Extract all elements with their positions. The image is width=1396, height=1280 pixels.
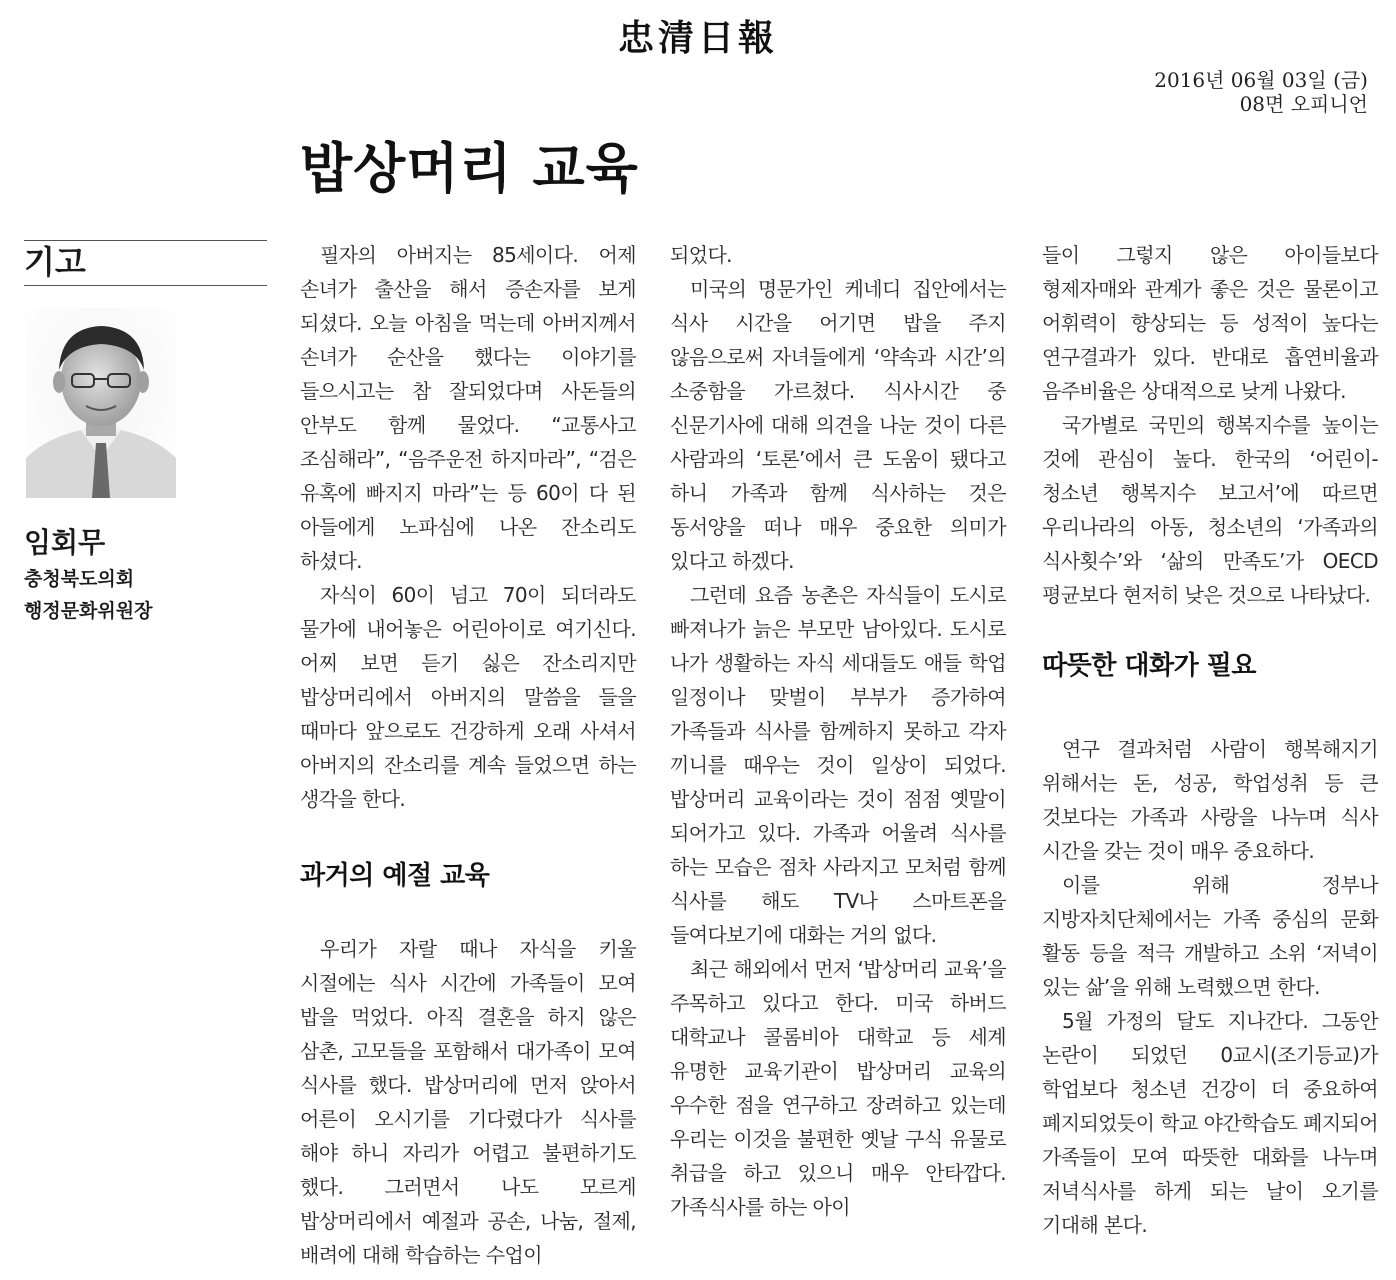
author-portrait-icon — [26, 308, 176, 498]
article-column-2 — [670, 238, 1006, 1224]
body-paragraph: 5월 가정의 달도 지나간다. 그동안 논란이 되었던 0교시(조기등교)가 학업보다 청소년 건강이 더 중요하여 폐지되었듯이 학교 야간학습도 폐지되어 가족들이 모여 따뜻한 대화를 나누며 저녁식사를 하게 되는 날이 오기를 기대해 본다. — [1042, 1009, 1378, 1237]
column-type-label: 기고 — [24, 243, 86, 281]
sidebar-bottom-rule — [24, 285, 267, 286]
body-paragraph: 미국의 명문가인 케네디 집안에서는 식사 시간을 어기면 밥을 주지 않음으로써 자녀들에게 ‘약속과 시간’의 소중함을 가르쳤다. 식사시간 중 신문기사에 대해 의견을 나눈 것이 다른 사람과의 ‘토론’에서 큰 도움이 됐다고 하니 가족과 함께 식사하는 것은 동서양을 떠나 매우 중요한 의미가 있다고 하겠다. — [670, 277, 1006, 573]
body-paragraph: 그런데 요즘 농촌은 자식들이 도시로 빠져나가 늙은 부모만 남아있다. 도시로 나가 생활하는 자식 세대들도 애들 학업 일정이나 맞벌이 부부가 증가하여 가족들과 식사를 함께하지 못하고 각자 끼니를 때우는 것이 일상이 되었다. 밥상머리 교육이라는 것이 점점 옛말이 되어가고 있다. 가족과 어울려 식사를 하는 모습은 점차 사라지고 모처럼 함께 식사를 해도 TV나 스마트폰을 들여다보기에 대화는 거의 없다. — [670, 583, 1006, 947]
article-column-1 — [300, 238, 636, 1272]
article-headline: 밥상머리 교육 — [300, 137, 639, 200]
body-paragraph: 이를 위해 정부나 지방자치단체에서는 가족 중심의 문화 활동 등을 적극 개발하고 소위 ‘저녁이 있는 삶’을 위해 노력했으면 한다. — [1042, 873, 1378, 999]
page-section: 08면 오피니언 — [1239, 92, 1368, 116]
body-paragraph: 필자의 아버지는 85세이다. 어제 손녀가 출산을 해서 증손자를 보게 되셨다. 오늘 아침을 먹는데 아버지께서 손녀가 순산을 했다는 이야기를 들으시고는 참 잘되었다며 사돈들의 안부도 함께 물었다. “교통사고 조심해라”, “음주운전 하지마라”, “검은 유혹에 빠지지 마라”는 등 60이 다 된 아들에게 노파심에 나온 잔소리도 하셨다. — [300, 243, 636, 573]
newspaper-masthead: 忠清日報 — [617, 18, 778, 59]
author-affiliation: 충청북도의회 — [24, 568, 135, 590]
author-name: 임회무 — [24, 526, 106, 559]
body-paragraph-continued: 되었다. — [670, 243, 732, 267]
body-paragraph: 연구 결과처럼 사람이 행복해지기 위해서는 돈, 성공, 학업성취 등 큰 것보다는 가족과 사랑을 나누며 식사 시간을 갖는 것이 매우 중요하다. — [1042, 737, 1378, 863]
body-paragraph-continued: 들이 그렇지 않은 아이들보다 형제자매와 관계가 좋은 것은 물론이고 어휘력이 향상되는 등 성적이 높다는 연구결과가 있다. 반대로 흡연비율과 음주비율은 상대적으로 낮게 나왔다. — [1042, 243, 1378, 403]
subheading: 과거의 예절 교육 — [300, 861, 490, 891]
subheading: 따뜻한 대화가 필요 — [1042, 651, 1257, 681]
body-paragraph: 우리가 자랄 때나 자식을 키울 시절에는 식사 시간에 가족들이 모여 밥을 먹었다. 아직 결혼을 하지 않은 삼촌, 고모들을 포함해서 대가족이 모여 식사를 했다. 밥상머리에 먼저 앉아서 어른이 오시기를 기다렸다가 식사를 해야 하니 자리가 어렵고 불편하기도 했다. 그러면서 나도 모르게 밥상머리에서 예절과 공손, 나눔, 절제, 배려에 대해 학습하는 수업이 — [300, 937, 636, 1267]
dateline — [1154, 68, 1368, 116]
publication-date: 2016년 06월 03일 (금) — [1154, 68, 1368, 92]
body-paragraph: 국가별로 국민의 행복지수를 높이는 것에 관심이 높다. 한국의 ‘어린이-청소년 행복지수 보고서’에 따르면 우리나라의 아동, 청소년의 ‘가족과의 식사횟수’와 ‘삶의 만족도’가 OECD 평균보다 현저히 낮은 것으로 나타났다. — [1042, 413, 1378, 607]
article-column-3 — [1042, 238, 1378, 1242]
author-position: 행정문화위원장 — [24, 600, 153, 622]
body-paragraph: 자식이 60이 넘고 70이 되더라도 물가에 내어놓은 어린아이로 여기신다. 어찌 보면 듣기 싫은 잔소리지만 밥상머리에서 아버지의 말씀을 들을 때마다 앞으로도 건강하게 오래 사셔서 아버지의 잔소리를 계속 들었으면 하는 생각을 한다. — [300, 583, 636, 811]
author-photo — [26, 308, 176, 498]
author-sidebar — [24, 240, 267, 626]
body-paragraph: 최근 해외에서 먼저 ‘밥상머리 교육’을 주목하고 있다고 한다. 미국 하버드 대학교나 콜롬비아 대학교 등 세계 유명한 교육기관이 밥상머리 교육의 우수한 점을 연구하고 장려하고 있는데 우리는 이것을 불편한 옛날 구식 유물로 취급을 하고 있으니 매우 안타깝다. 가족식사를 하는 아이 — [670, 957, 1006, 1219]
